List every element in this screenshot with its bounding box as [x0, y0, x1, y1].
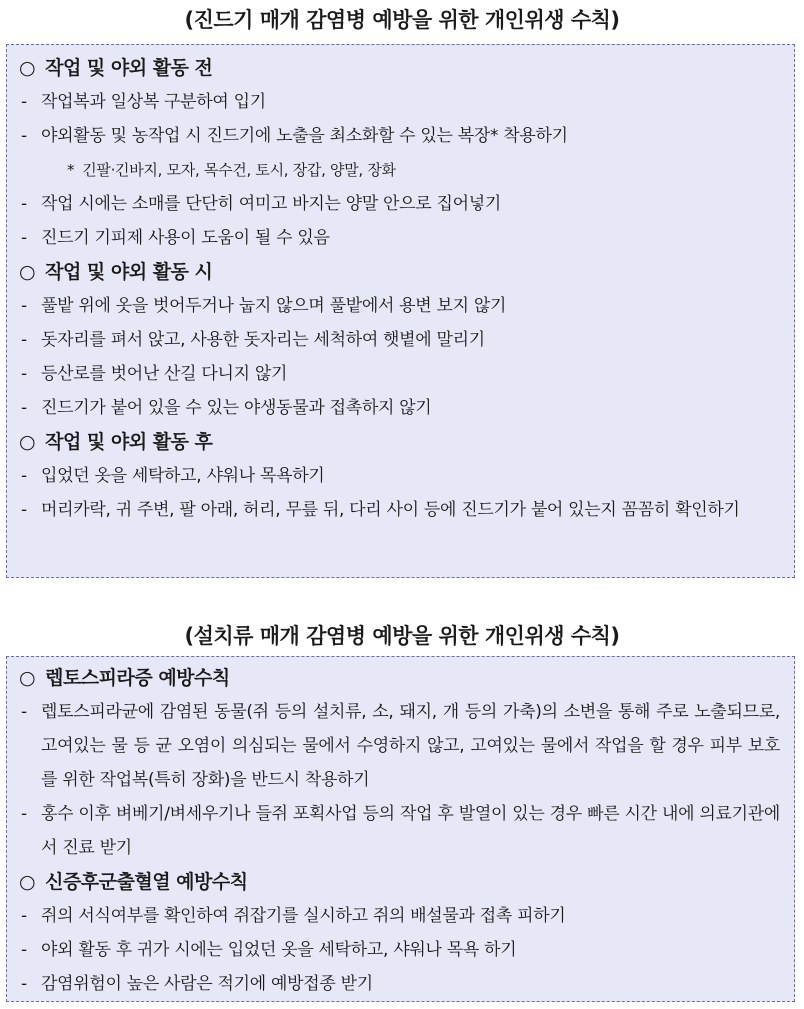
list-item: - 홍수 이후 벼베기/벼세우기나 들쥐 포획사업 등의 작업 후 발열이 있는 경우 빠른 시간 내에 의료기관에서 진료 받기 — [21, 804, 780, 858]
circle-bullet: ○ — [19, 667, 36, 689]
list-item: - 진드기가 붙어 있을 수 있는 야생동물과 접촉하지 않기 — [21, 398, 432, 418]
rodent-hygiene-box — [6, 656, 795, 1002]
tick-hygiene-box — [6, 44, 795, 578]
circle-bullet: ○ — [19, 261, 36, 283]
list-item: - 돗자리를 펴서 앉고, 사용한 돗자리는 세척하여 햇볕에 말리기 — [21, 330, 485, 350]
clothing-note: * 긴팔·긴바지, 모자, 목수건, 토시, 장갑, 양말, 장화 — [67, 161, 396, 179]
circle-bullet: ○ — [19, 57, 36, 79]
tick-section-title: (진드기 매개 감염병 예방을 위한 개인위생 수칙) — [184, 8, 620, 32]
list-item: - 쥐의 서식여부를 확인하여 쥐잡기를 실시하고 쥐의 배설물과 접촉 피하기 — [21, 906, 566, 926]
list-item: - 등산로를 벗어난 산길 다니지 않기 — [21, 364, 288, 384]
list-item: - 작업 시에는 소매를 단단히 여미고 바지는 양말 안으로 집어넣기 — [21, 194, 502, 214]
tick-heading-during: ○ 작업 및 야외 활동 시 — [19, 261, 213, 283]
tick-heading-before: ○ 작업 및 야외 활동 전 — [19, 57, 213, 79]
list-item: - 머리카락, 귀 주변, 팔 아래, 허리, 무릎 뒤, 다리 사이 등에 진드기가 붙어 있는지 꼼꼼히 확인하기 — [21, 500, 740, 520]
list-item: - 풀밭 위에 옷을 벗어두거나 눕지 않으며 풀밭에서 용변 보지 않기 — [21, 296, 507, 316]
list-item: - 야외 활동 후 귀가 시에는 입었던 옷을 세탁하고, 샤워나 목욕 하기 — [21, 940, 517, 960]
list-item: - 입었던 옷을 세탁하고, 샤워나 목욕하기 — [21, 466, 325, 486]
hfrs-heading: ○ 신증후군출혈열 예방수칙 — [19, 871, 248, 893]
leptospirosis-heading: ○ 렙토스피라증 예방수칙 — [19, 667, 230, 689]
list-item: - 작업복과 일상복 구분하여 입기 — [21, 92, 266, 112]
tick-heading-after: ○ 작업 및 야외 활동 후 — [19, 431, 213, 453]
circle-bullet: ○ — [19, 871, 36, 893]
list-item: - 렙토스피라균에 감염된 동물(쥐 등의 설치류, 소, 돼지, 개 등의 가축)의 소변을 통해 주로 노출되므로, 고여있는 물 등 균 오염이 의심되는 물에서 수영하지 않고, 고여있는 물에서 작업을 할 경우 피부 보호를 위한 작업복(특히 장화)을 반드시 착용하기 — [21, 702, 780, 790]
list-item: - 진드기 기피제 사용이 도움이 될 수 있음 — [21, 228, 330, 248]
circle-bullet: ○ — [19, 431, 36, 453]
list-item: - 감염위험이 높은 사람은 적기에 예방접종 받기 — [21, 974, 373, 994]
rodent-section-title: (설치류 매개 감염병 예방을 위한 개인위생 수칙) — [184, 624, 620, 648]
list-item: - 야외활동 및 농작업 시 진드기에 노출을 최소화할 수 있는 복장* 착용하기 — [21, 126, 568, 146]
